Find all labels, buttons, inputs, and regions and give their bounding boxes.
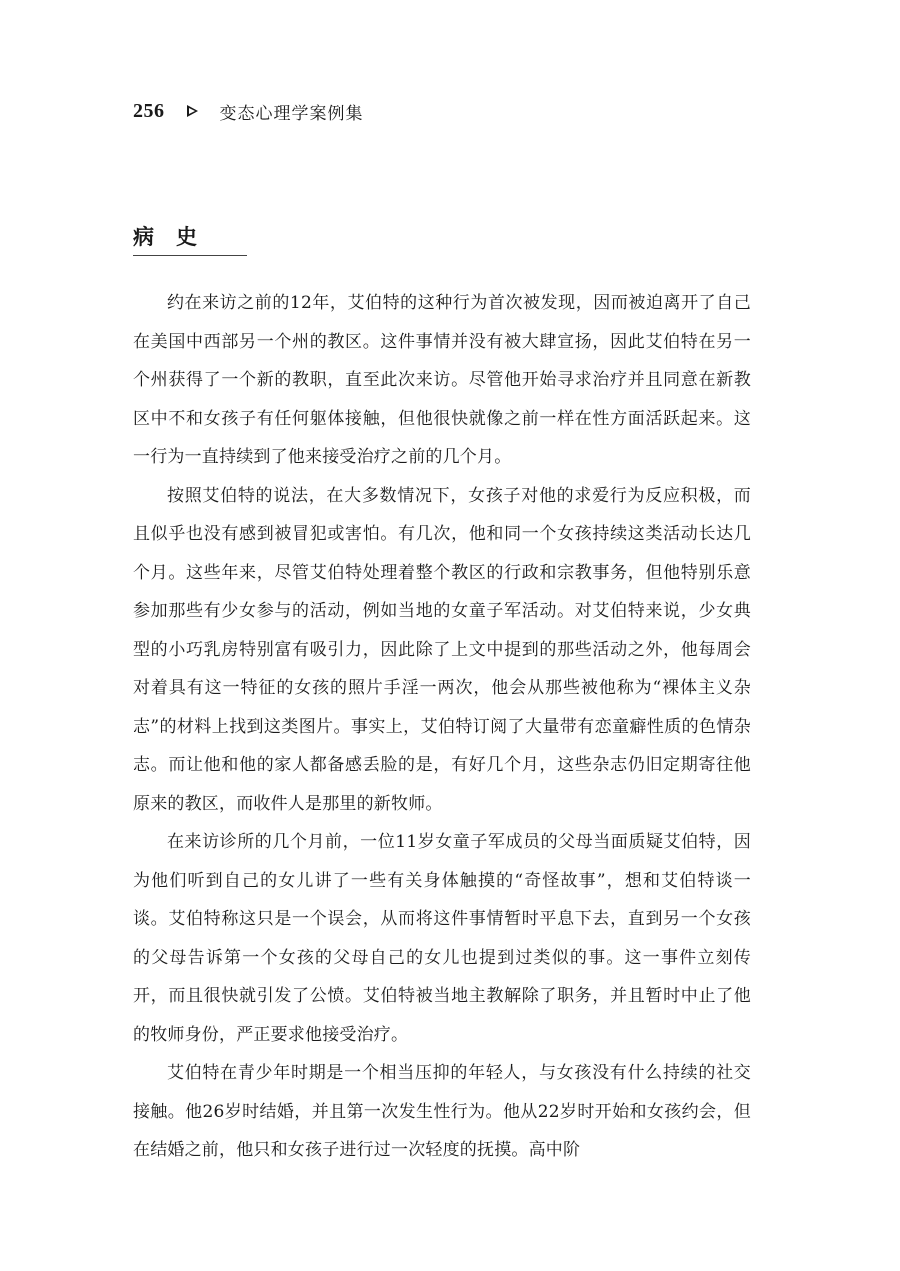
section-heading-text: 病史 (133, 225, 219, 249)
running-header (133, 98, 364, 124)
section-heading (133, 223, 247, 256)
book-title: 变态心理学案例集 (219, 103, 364, 124)
paragraph: 艾伯特在青少年时期是一个相当压抑的年轻人，与女孩没有什么持续的社交接触。他26岁时结婚，并且第一次发生性行为。他从22岁时开始和女孩约会，但在结婚之前，他只和女孩子进行过一次轻度的抚摸。高中阶 (133, 1063, 751, 1160)
paragraph: 在来访诊所的几个月前，一位11岁女童子军成员的父母当面质疑艾伯特，因为他们听到自己的女儿讲了一些有关身体触摸的“奇怪故事”，想和艾伯特谈一谈。艾伯特称这只是一个误会，从而将这件事情暂时平息下去，直到另一个女孩的父母告诉第一个女孩的父母自己的女儿也提到过类似的事。这一事件立刻传开，而且很快就引发了公愤。艾伯特被当地主教解除了职务，并且暂时中止了他的牧师身份，严正要求他接受治疗。 (133, 832, 751, 1045)
paragraph: 按照艾伯特的说法，在大多数情况下，女孩子对他的求爱行为反应积极，而且似乎也没有感到被冒犯或害怕。有几次，他和同一个女孩持续这类活动长达几个月。这些年来，尽管艾伯特处理着整个教区的行政和宗教事务，但他特别乐意参加那些有少女参与的活动，例如当地的女童子军活动。对艾伯特来说，少女典型的小巧乳房特别富有吸引力，因此除了上文中提到的那些活动之外，他每周会对着具有这一特征的女孩的照片手淫一两次，他会从那些被他称为“裸体主义杂志”的材料上找到这类图片。事实上，艾伯特订阅了大量带有恋童癖性质的色情杂志。而让他和他的家人都备感丢脸的是，有好几个月，这些杂志仍旧定期寄往他原来的教区，而收件人是那里的新牧师。 (133, 485, 751, 814)
page-number: 256 (133, 99, 165, 122)
triangle-right-outline-icon (187, 105, 198, 117)
body-text (133, 284, 751, 1170)
paragraph: 约在来访之前的12年，艾伯特的这种行为首次被发现，因而被迫离开了自己在美国中西部另一个州的教区。这件事情并没有被大肆宣扬，因此艾伯特在另一个州获得了一个新的教职，直至此次来访。尽管他开始寻求治疗并且同意在新教区中不和女孩子有任何躯体接触，但他很快就像之前一样在性方面活跃起来。这一行为一直持续到了他来接受治疗之前的几个月。 (133, 293, 751, 467)
